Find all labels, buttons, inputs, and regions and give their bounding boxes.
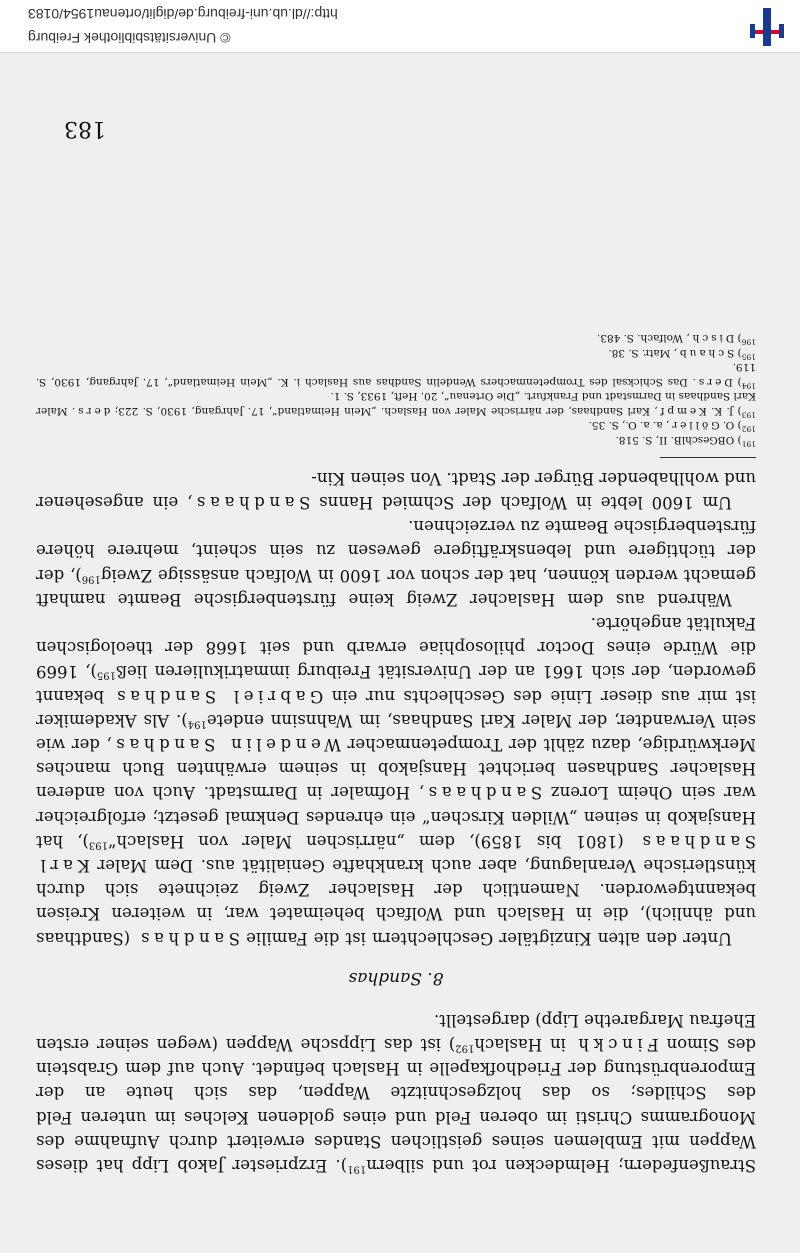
text-run: , Matr. S. 38. (608, 346, 677, 359)
text-run: Während aus dem Haslacher Zweig keine fürstenbergische Beamte namhaft gemacht werden können, hat der schon vor 1600 in Wolfach ansässige Zweig (36, 565, 756, 609)
text-run: , a. a. O., S. 35. (588, 419, 670, 432)
spaced-name: ders (75, 404, 111, 417)
footnote-ref: 193 (741, 410, 756, 420)
paragraph-continuation (36, 1008, 756, 1177)
text-run: Um 1600 lebte in Wolfach der Schmied Hanns (310, 492, 732, 512)
text-run: bekannt geworden, der sich 1661 an der Universität Freiburg immatrikulieren ließ (35, 662, 756, 706)
text-run: ) OBGeschlB. II, S. 518. (615, 433, 742, 446)
text-run: , Wolfach. S. 483. (596, 332, 690, 345)
footnote-ref: 194 (741, 381, 756, 391)
text-run: . Das Schicksal des Trompetenmachers Wendelin Sandhas aus Haslach i. K. „Mein Heimatland“, 17. Jahrgang, 1930, S. 119. (35, 361, 756, 388)
spaced-name: Schaub (677, 346, 735, 359)
text-run: . Maler Karl Sandhaas in Darmstadt und Frankfurt. „Die Ortenau“, 20. Heft, 1933, S. 1. (36, 390, 756, 417)
footnote-ref: 195 (741, 352, 756, 362)
footnote-ref: 194 (187, 718, 207, 730)
text-run: Unter den alten Kinzigtäler Geschlechtern ist die Familie (239, 928, 732, 948)
footnote (36, 331, 756, 346)
text-run: , Karl Sandhaas, der närrische Maler von Haslach. „Mein Heimatland“, 17. Jahrgang, 1930, S. 223; (110, 404, 658, 417)
text-run: (Sandthaas und ähnlich), die in Haslach und Wolfach beheimatet war, in weiteren Kreisen bekanntgeworden. Namentlich der Haslacher Zweig zeichnete sich durch künstlerische Veranlagung, aber auch krankhafte Genialität aus. Dem Maler (36, 855, 756, 948)
footnotes (36, 331, 756, 447)
footnote (36, 389, 756, 418)
footnote-ref: 196 (741, 337, 756, 347)
spaced-name: Wendelin Sandhas (111, 734, 341, 754)
spaced-name: Disch (689, 332, 735, 345)
text-run: ) J. K. (706, 404, 742, 417)
spaced-name: Ders (695, 375, 733, 388)
text-run: ), der der tüchtigere und lebenskräftigere gewesen zu sein scheint, mehrere höhere fürstenbergische Beamte zu verzeichnen. (36, 517, 756, 585)
text-run: Straußenfedern; Helmdecken rot und silbern (366, 1156, 756, 1175)
paragraph-hanns-sandhaas (36, 466, 756, 514)
text-run: ). Erzpriester Jakob Lipp hat dieses Wappen mit Emblemen seines geistlichen Standes erweitert durch Aufnahme des Monogramms Christi im oberen Feld und eines goldenen Kelches im unteren Feld des Schildes; so das holzgeschnitzte Wappen, das sich heute an der Emporenbrüstung der Friedhofkapelle in Haslach befindet. Auch auf dem Grabstein des Simon (36, 1034, 756, 1175)
spaced-name: Finckh (573, 1034, 659, 1054)
text-run: ), 1669 die Würde eines Doctor philosophiae erwarb und seit 1668 der theologischen Fakultät angehörte. (36, 613, 756, 682)
footnote (36, 345, 756, 360)
page-content (36, 331, 756, 1177)
text-run: , der wie sein Verwandter, der Maler Karl Sandhaas, im Wahnsinn endete (36, 710, 756, 754)
footnote (36, 432, 756, 447)
spaced-name: Sandhas (136, 928, 240, 948)
spaced-name: Karl Sandhaas (36, 831, 756, 875)
section-heading: 8. Sandhas (348, 967, 444, 988)
footnote-ref: 196 (81, 573, 101, 585)
footnote-ref: 191 (347, 1163, 367, 1175)
footnote-ref: 192 (455, 1042, 475, 1054)
spaced-name: Göller (669, 419, 720, 432)
paragraph-wolfach-branch (36, 514, 756, 611)
text-run: ) ist das Lippsche Wappen (wegen seiner ersten Ehefrau Margarethe Lipp) dargestellt. (36, 1010, 756, 1054)
text-run: in Haslach (474, 1034, 574, 1054)
footer-url-link[interactable]: http://dl.ub.uni-freiburg.de/diglit/ortenau1954/0183 (28, 6, 338, 22)
footnote-divider (660, 457, 756, 458)
text-run: ) (732, 375, 742, 388)
spaced-name: Sandhaas (192, 492, 311, 512)
text-run: , ein angesehener und wohlhabender Bürger der Stadt. Von seinen Kin- (36, 468, 756, 512)
footer-copyright: © Universitätsbibliothek Freiburg (28, 30, 231, 46)
footnote (36, 418, 756, 433)
footnote (36, 360, 756, 389)
footer-bar (0, 0, 800, 53)
text-run: ), hat Hansjakob in seinen „Wilden Kirschen“ ein ehrendes Denkmal gesetzt; erfolgreicher war sein Oheim Lorenz (36, 783, 756, 851)
spaced-name: Kempf (657, 404, 707, 417)
library-logo-icon (744, 6, 788, 48)
footnote-ref: 193 (88, 839, 109, 851)
page-number: 183 (64, 116, 106, 141)
paragraph-sandhas-family (36, 611, 756, 950)
spaced-name: Gabriel Sandhas (112, 686, 324, 706)
footnote-ref: 191 (741, 439, 756, 449)
footnote-ref: 192 (741, 424, 756, 434)
text-run: (1801 bis 1859), dem „närrischen Maler von Haslach“ (108, 831, 638, 851)
text-run: ) (734, 346, 742, 359)
spaced-name: Sandhaas (424, 783, 543, 803)
text-run: ). Als Akademiker ist mir aus dieser Linie des Geschlechts nur ein (35, 686, 756, 730)
text-run: , Hofmaler in Darmstadt. Auch von anderen Haslacher Sandhasen berichtet Hansjakob in seinem erwähnten Buch manches Merkwürdige, dazu zählt der Trompetenmacher (36, 734, 756, 803)
footnote-ref: 195 (96, 669, 116, 681)
text-run: ) O. (719, 419, 742, 432)
text-run: ) (734, 332, 742, 345)
